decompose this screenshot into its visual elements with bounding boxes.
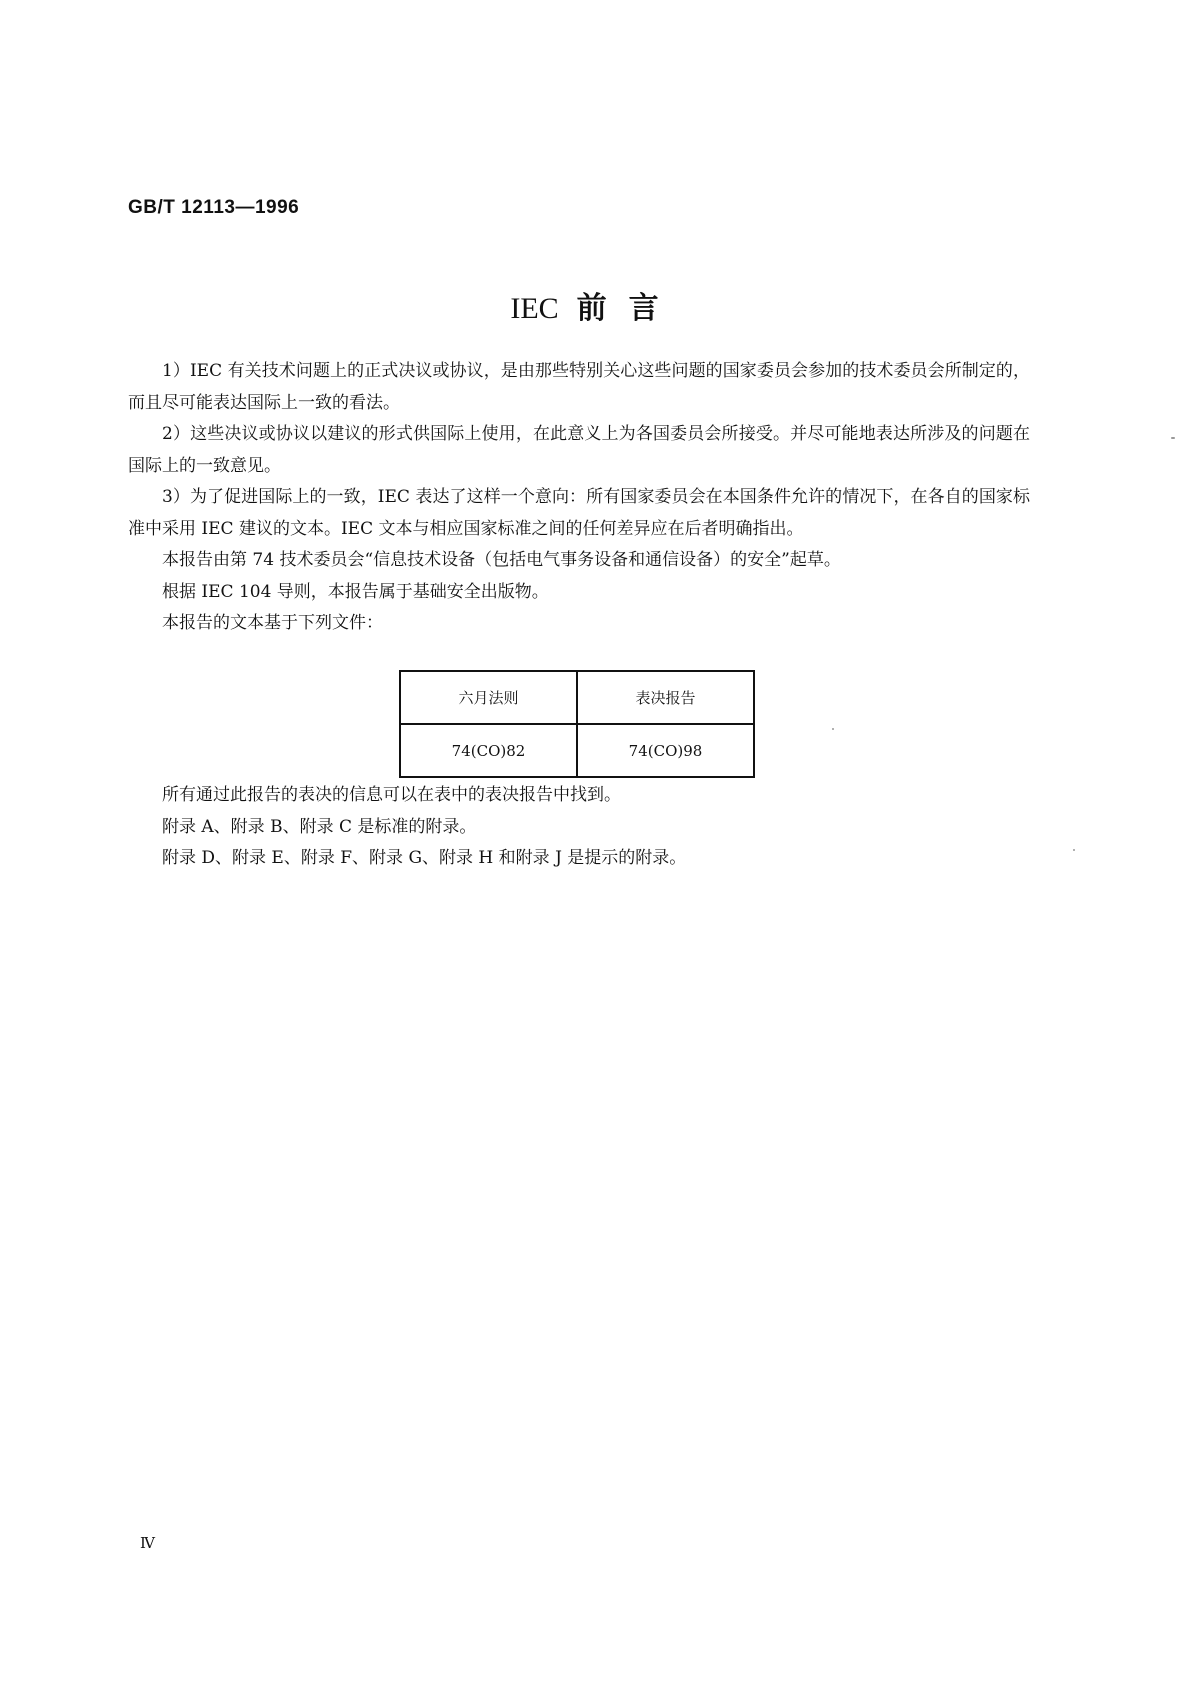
title-cjk: 前言: [576, 291, 681, 326]
table-header-row: [400, 671, 754, 724]
paragraph-5: 根据 IEC 104 导则，本报告属于基础安全出版物。: [162, 581, 549, 602]
paragraph-4: 本报告由第 74 技术委员会“信息技术设备（包括电气事务设备和通信设备）的安全”起草。: [162, 550, 841, 570]
note-paragraph-1: 所有通过此报告的表决的信息可以在表中的表决报告中找到。: [162, 785, 621, 805]
note-paragraph-3: 附录 D、附录 E、附录 F、附录 G、附录 H 和附录 J 是提示的附录。: [162, 848, 687, 868]
scan-speck: [832, 728, 834, 730]
annex-notes: [128, 780, 1030, 875]
table-header-cell: 表决报告: [577, 671, 754, 724]
paragraph-2: 2）这些决议或协议以建议的形式供国际上使用，在此意义上为各国委员会所接受。并尽可能地表达所涉及的问题在国际上的一致意见。: [128, 424, 1030, 476]
page-title: [0, 283, 1191, 327]
scan-speck: [1073, 849, 1075, 851]
paragraph-6: 本报告的文本基于下列文件：: [162, 613, 383, 633]
table-header-cell: 六月法则: [400, 671, 577, 724]
note-paragraph-2: 附录 A、附录 B、附录 C 是标准的附录。: [162, 816, 477, 837]
paragraph-3: 3）为了促进国际上的一致，IEC 表达了这样一个意向：所有国家委员会在本国条件允许的情况下，在各自的国家标准中采用 IEC 建议的文本。IEC 文本与相应国家标准之间的任何差异应在后者明确指出。: [128, 487, 1030, 539]
paragraph-1: 1）IEC 有关技术问题上的正式决议或协议，是由那些特别关心这些问题的国家委员会参加的技术委员会所制定的，而且尽可能表达国际上一致的看法。: [128, 361, 1030, 413]
table-cell: 74(CO)82: [400, 724, 577, 777]
standard-number: GB/T 12113—1996: [128, 197, 300, 218]
foreword-body: [128, 356, 1030, 640]
title-latin: IEC: [510, 292, 559, 325]
table-cell: 74(CO)98: [577, 724, 754, 777]
documents-table-wrap: [399, 670, 755, 778]
documents-table: [399, 670, 755, 778]
table-row: [400, 724, 754, 777]
page-number: Ⅳ: [140, 1536, 155, 1552]
scan-speck: [1171, 437, 1175, 439]
